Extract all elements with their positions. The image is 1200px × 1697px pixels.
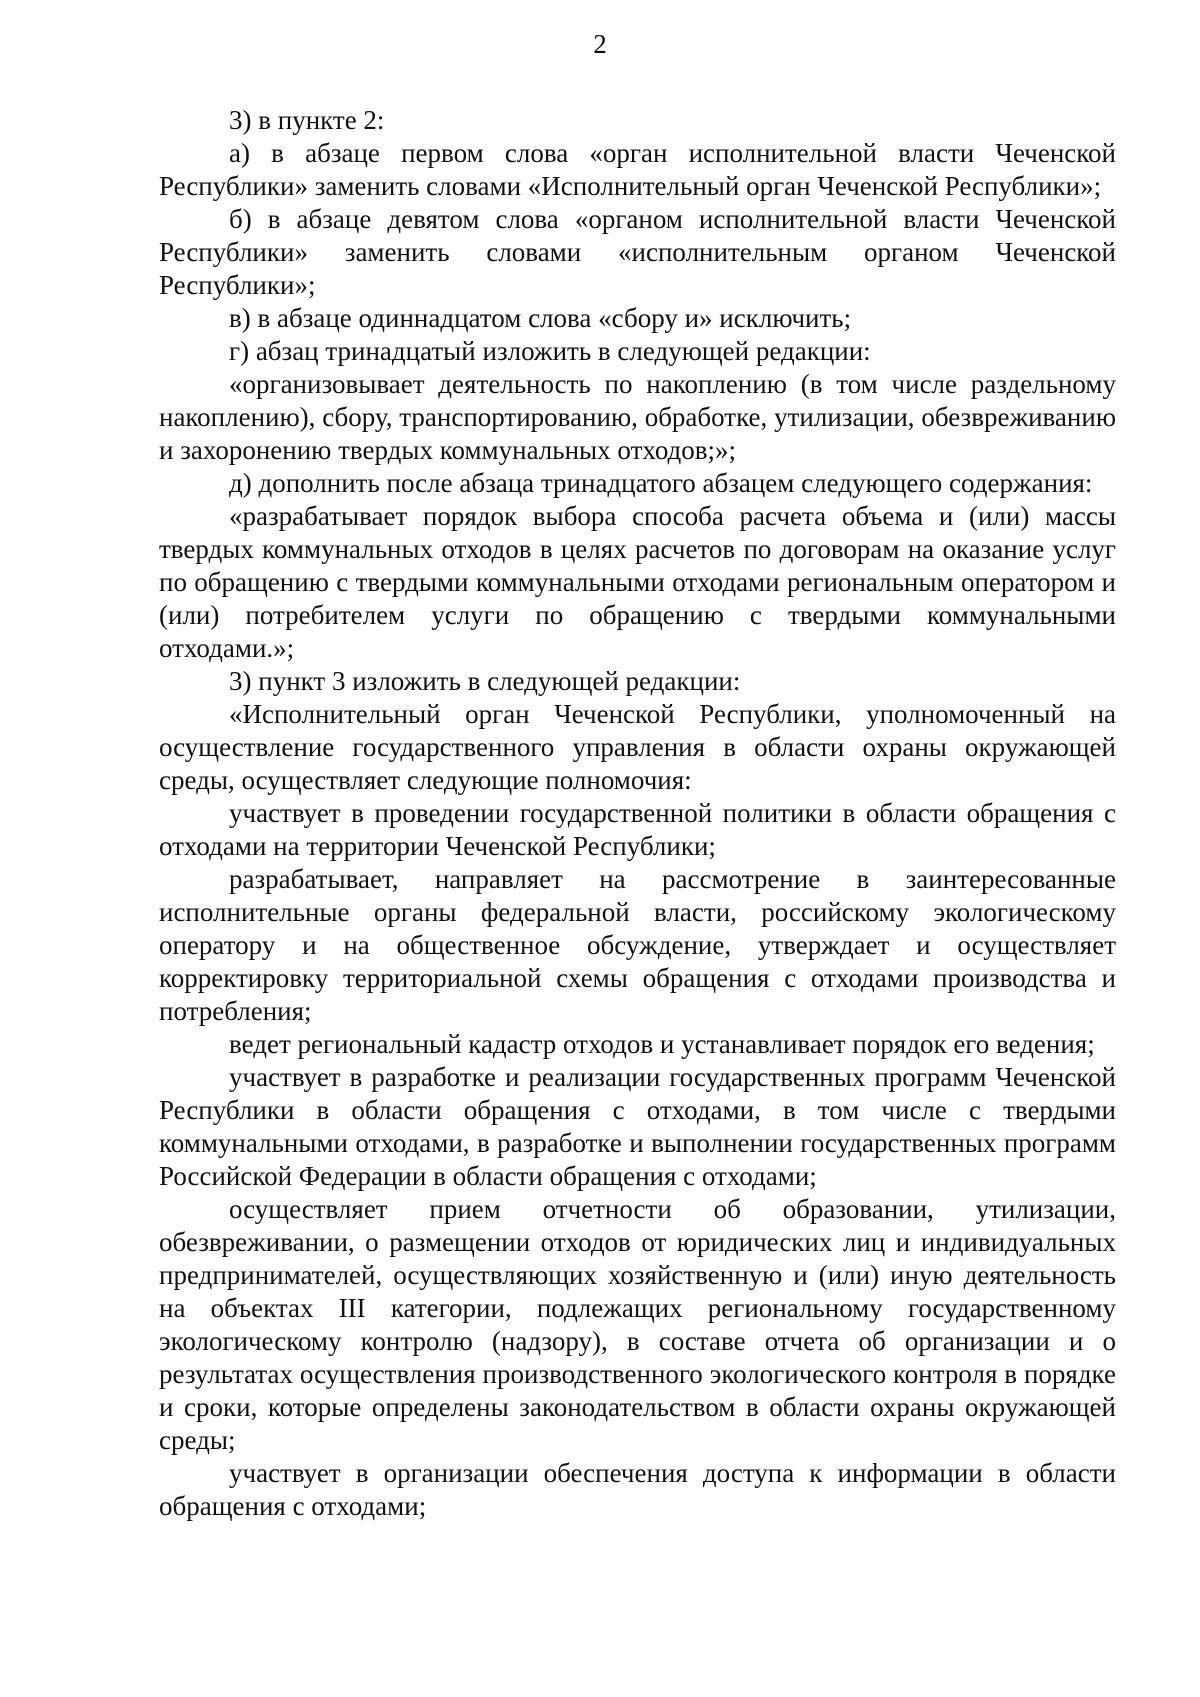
paragraph: участвует в организации обеспечения доступа к информации в области обращения с отходами; bbox=[159, 1458, 1116, 1521]
paragraph: б) в абзаце девятом слова «органом исполнительной власти Чеченской Республики» заменить словами «исполнительным органом Чеченской Республики»; bbox=[159, 204, 1116, 300]
paragraph: г) абзац тринадцатый изложить в следующей редакции: bbox=[229, 336, 871, 366]
paragraph: осуществляет прием отчетности об образовании, утилизации, обезвреживании, о размещении отходов от юридических лиц и индивидуальных предпринимателей, осуществляющих хозяйственную и (или) иную деятельность на объектах III категории, подлежащих региональному государственному экологическому контролю (надзору), в составе отчета об организации и о результатах осуществления производственного экологического контроля в порядке и сроки, которые определены законодательством в области охраны окружающей среды; bbox=[159, 1194, 1116, 1455]
page-number: 2 bbox=[593, 29, 607, 59]
paragraph: д) дополнить после абзаца тринадцатого абзацем следующего содержания: bbox=[229, 468, 1093, 498]
paragraph: участвует в разработке и реализации государственных программ Чеченской Республики в области обращения с отходами, в том числе с твердыми коммунальными отходами, в разработке и выполнении государственных программ Российской Федерации в области обращения с отходами; bbox=[159, 1062, 1116, 1191]
paragraph: «организовывает деятельность по накоплению (в том числе раздельному накоплению), сбору, транспортированию, обработке, утилизации, обезвреживанию и захоронению твердых коммунальных отходов;»; bbox=[159, 369, 1116, 465]
paragraph: «разрабатывает порядок выбора способа расчета объема и (или) массы твердых коммунальных отходов в целях расчетов по договорам на оказание услуг по обращению с твердыми коммунальными отходами региональным оператором и (или) потребителем услуги по обращению с твердыми коммунальными отходами.»; bbox=[159, 501, 1116, 663]
document-body bbox=[159, 104, 1116, 1523]
paragraph: участвует в проведении государственной политики в области обращения с отходами на территории Чеченской Республики; bbox=[159, 798, 1116, 861]
paragraph: 3) пункт 3 изложить в следующей редакции: bbox=[229, 666, 741, 696]
paragraph: «Исполнительный орган Чеченской Республики, уполномоченный на осуществление государственного управления в области охраны окружающей среды, осуществляет следующие полномочия: bbox=[159, 699, 1116, 795]
paragraph: ведет региональный кадастр отходов и устанавливает порядок его ведения; bbox=[229, 1029, 1095, 1059]
paragraph: 3) в пункте 2: bbox=[229, 105, 385, 135]
paragraph: в) в абзаце одиннадцатом слова «сбору и» исключить; bbox=[229, 303, 852, 333]
paragraph: а) в абзаце первом слова «орган исполнительной власти Чеченской Республики» заменить словами «Исполнительный орган Чеченской Республики»; bbox=[159, 138, 1116, 201]
paragraph: разрабатывает, направляет на рассмотрение в заинтересованные исполнительные органы федеральной власти, российскому экологическому оператору и на общественное обсуждение, утверждает и осуществляет корректировку территориальной схемы обращения с отходами производства и потребления; bbox=[159, 864, 1116, 1026]
